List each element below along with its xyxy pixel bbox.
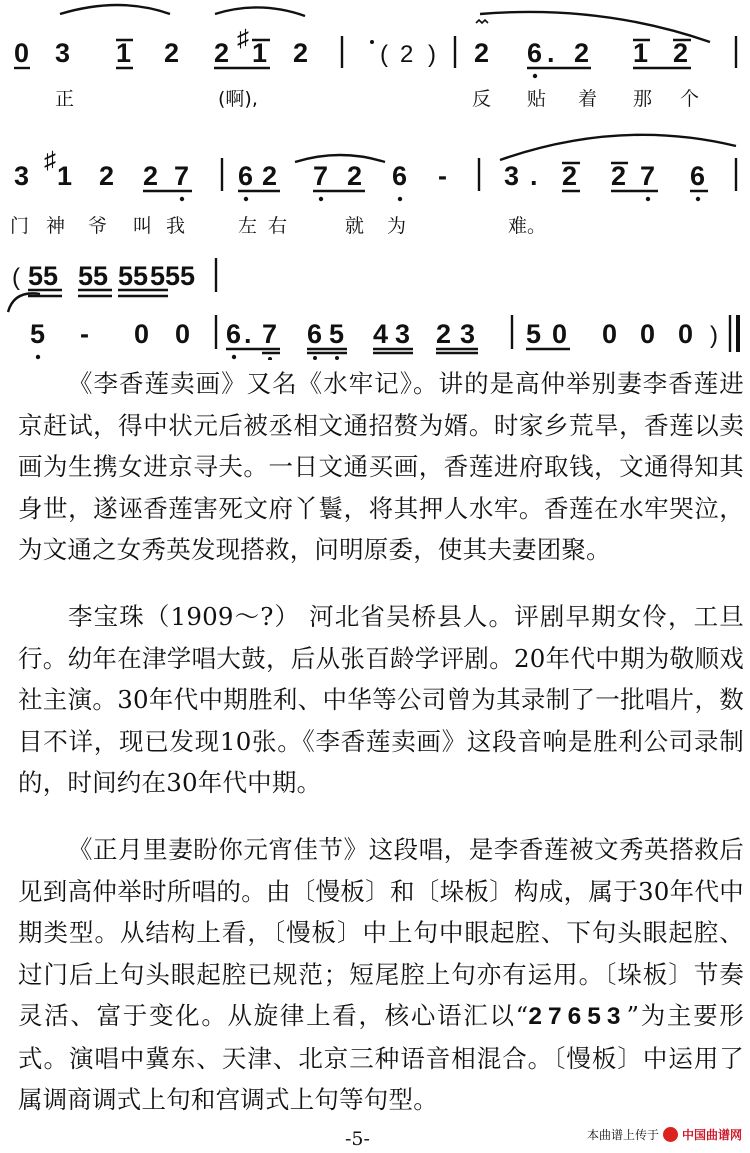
paragraph-story-summary (18, 363, 744, 571)
note: 7 (640, 161, 656, 191)
note: 6 (392, 161, 408, 191)
dash: - (80, 319, 89, 349)
note: 3 (460, 319, 476, 349)
note: 3 (504, 161, 520, 191)
paragraph-text-before: 《正月里妻盼你元宵佳节》这段唱，是李香莲被文秀英搭救后见到高仲举时所唱的。由〔慢板〕和〔垛板〕构成，属于30年代中期类型。从结构上看，〔慢板〕中上句中眼起腔、下句头眼起腔、过门后上句头眼起腔已规范；短尾腔上句亦有运用。〔垛板〕节奏灵活、富于变化。从旋律上看，核心语汇以“ (18, 835, 744, 1030)
sharp-sign: ♯ (44, 147, 56, 174)
sharp-sign: ♯ (237, 25, 249, 52)
note: 2 (143, 161, 159, 191)
note: 2 (293, 38, 309, 68)
note: 55 (118, 261, 149, 291)
note: 55 (28, 261, 59, 291)
lyric: 右 (268, 215, 288, 237)
note: 5 (30, 319, 46, 349)
note: 0 (678, 319, 694, 349)
watermark-prefix: 本曲谱上传于 (586, 1128, 659, 1142)
lyric: 着 (578, 88, 598, 110)
note: 6 (238, 161, 254, 191)
note: 4 (373, 319, 389, 349)
note: 1 (252, 38, 268, 68)
lyric: 难。 (508, 215, 547, 237)
note: 2 (262, 161, 278, 191)
paren-open: ( (12, 264, 20, 291)
lyric: (啊), (218, 88, 258, 110)
lyric: 那 (633, 88, 653, 110)
source-watermark (587, 1126, 742, 1143)
lyric: 反 (472, 88, 492, 110)
paren-open: ( (380, 41, 388, 68)
note: 0 (640, 319, 656, 349)
note: 6 (307, 319, 323, 349)
note: 6 (690, 161, 706, 191)
site-logo-icon (663, 1127, 678, 1142)
lyric: 个 (680, 88, 700, 110)
lyric: 为 (387, 215, 407, 237)
note: 2 (436, 319, 452, 349)
note: 0 (602, 319, 618, 349)
note: 2 (214, 38, 230, 68)
paragraph-singer-bio (18, 596, 744, 804)
note: 3 (395, 319, 411, 349)
note: 1 (116, 38, 132, 68)
note: 6 (527, 38, 543, 68)
watermark-site: 中国曲谱网 (681, 1128, 742, 1142)
note: 1 (57, 161, 73, 191)
dot-mark: . (530, 161, 538, 191)
note: 0 (552, 319, 568, 349)
lyric: 左 (238, 215, 258, 237)
core-motif-notes: 27653 (528, 1003, 627, 1030)
note: 5 (526, 319, 542, 349)
note: 2 (347, 161, 363, 191)
note: 2 (474, 38, 490, 68)
note: 3 (14, 161, 30, 191)
note: 55 (78, 261, 109, 291)
score-row-1 (14, 5, 736, 110)
note: 0 (14, 38, 30, 68)
jianpu-score (0, 0, 750, 360)
score-row-3 (8, 258, 738, 360)
note: 1 (633, 38, 649, 68)
note: 2 (400, 41, 414, 68)
note: 55 (150, 261, 181, 291)
paragraph-text: 《李香莲卖画》又名《水牢记》。讲的是高仲举别妻李香莲进京赶试，得中状元后被丞相文通招赘为婿。时家乡荒旱，香莲以卖画为生携女进京寻夫。一日文通买画，香莲进府取钱，文通得知其身世，遂诬香莲害死文府丫鬟，将其押人水牢。香莲在水牢哭泣，为文通之女秀英发现搭救，问明原委，使其夫妻团聚。 (18, 369, 744, 564)
lyric: 正 (55, 88, 75, 110)
note: 0 (134, 319, 150, 349)
page-number: -5- (345, 1128, 370, 1150)
lyric: 门 (10, 215, 30, 237)
note: 7 (262, 319, 278, 349)
lyric: 神 (46, 215, 66, 237)
note: 6 (226, 319, 242, 349)
note: 7 (174, 161, 190, 191)
dot-mark: . (244, 319, 252, 349)
note: 2 (562, 161, 578, 191)
note: 7 (313, 161, 329, 191)
paragraph-music-analysis (18, 829, 744, 1121)
note: 2 (164, 38, 180, 68)
paragraph-text: 李宝珠（1909～?） 河北省吴桥县人。评剧早期女伶，工旦行。幼年在津学唱大鼓，后从张百龄学评剧。20年代中期为敬顺戏社主演。30年代中期胜利、中华等公司曾为其录制了一批唱片，数目不详，现已发现10张。《李香莲卖画》这段音响是胜利公司录制的，时间约在30年代中期。 (18, 602, 744, 797)
note: 2 (673, 38, 689, 68)
note: 2 (574, 38, 590, 68)
note: 2 (99, 161, 115, 191)
note: 5 (329, 319, 345, 349)
dash: - (438, 161, 447, 191)
score-row-2 (10, 135, 736, 237)
paren-close: ) (710, 322, 718, 349)
note: 0 (175, 319, 191, 349)
dot-mark: . (547, 38, 555, 68)
note: 5 (180, 261, 196, 291)
note: 3 (55, 38, 71, 68)
note: 2 (611, 161, 627, 191)
lyric: 爷 (88, 215, 108, 237)
lyric: 我 (166, 215, 186, 237)
lyric: 贴 (527, 88, 547, 110)
lyric: 就 (345, 215, 365, 237)
paren-close: ) (428, 41, 436, 68)
lyric: 叫 (133, 215, 153, 237)
paragraph-text-after: ”为主要形式。演唱中冀东、天津、北京三种语音相混合。〔慢板〕中运用了属调商调式上句和宫调式上句等句型。 (18, 1001, 744, 1114)
